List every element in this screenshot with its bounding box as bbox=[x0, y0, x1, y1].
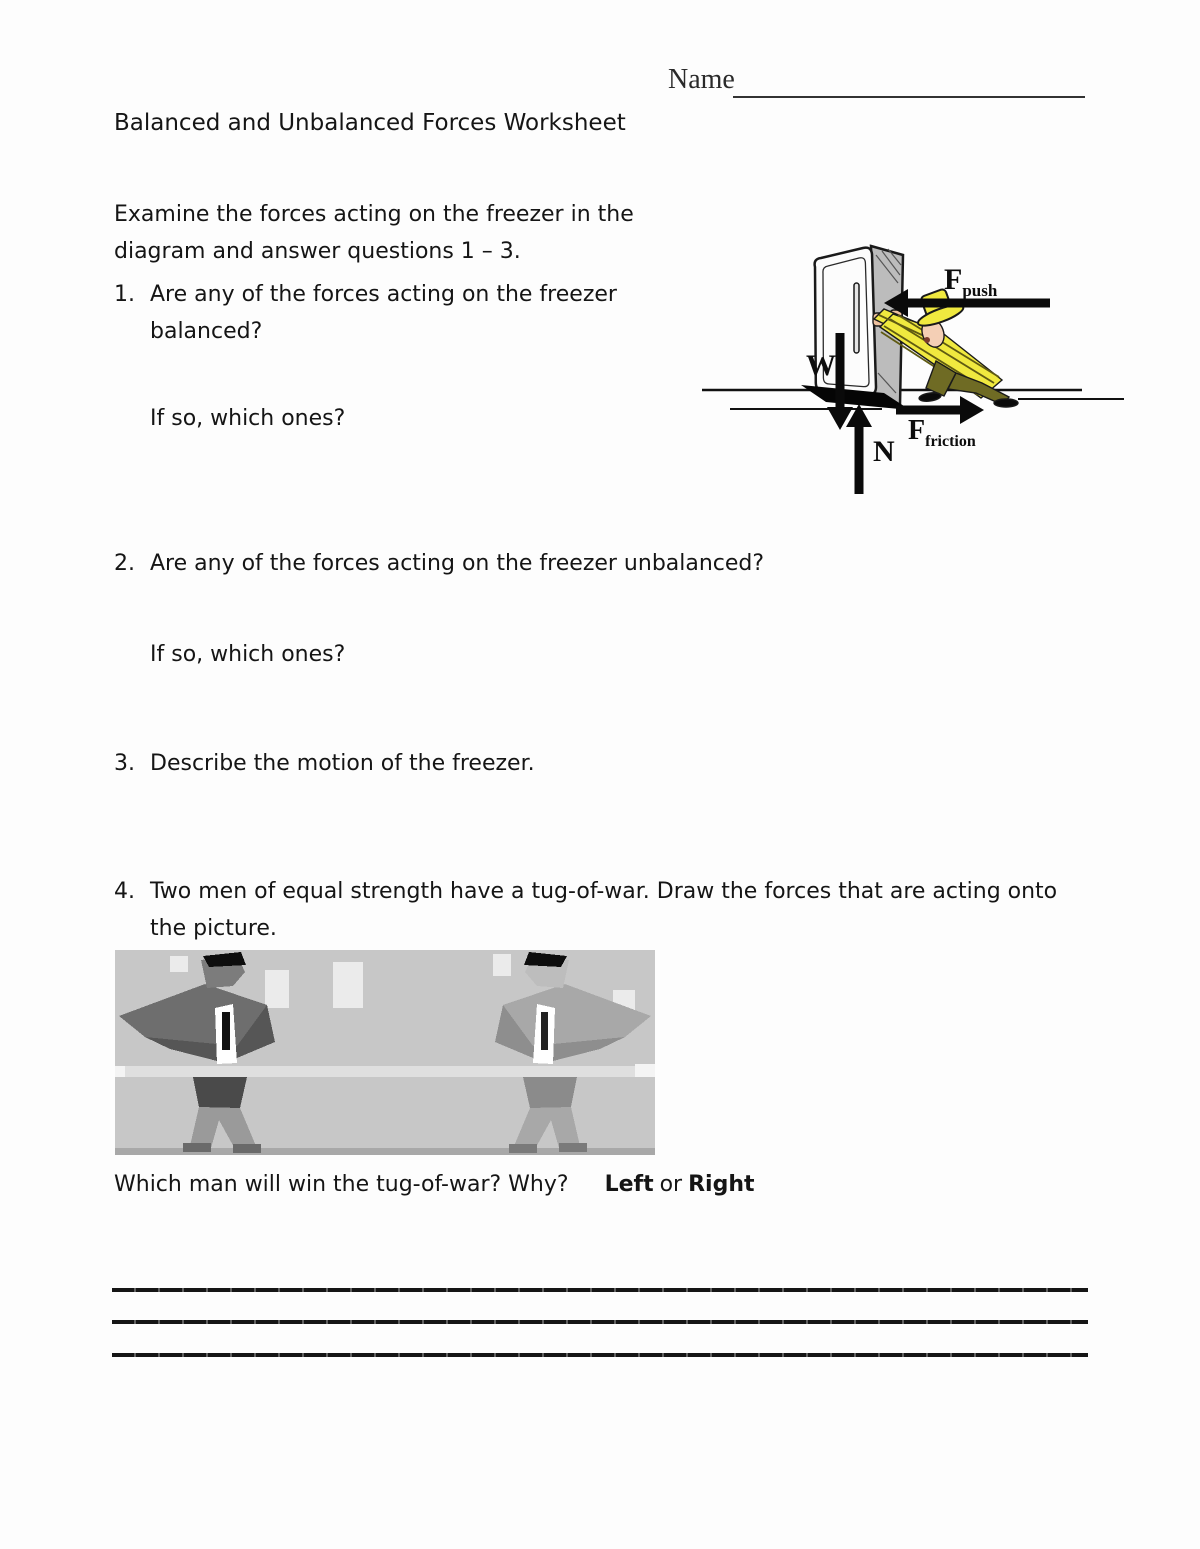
man-shoe-rear bbox=[994, 399, 1018, 407]
question-3 bbox=[114, 745, 1014, 782]
question-1-line-1: Are any of the forces acting on the freezer bbox=[150, 282, 617, 307]
question-1 bbox=[114, 276, 734, 350]
question-3-text: Describe the motion of the freezer. bbox=[150, 751, 535, 776]
intro-paragraph bbox=[114, 196, 634, 270]
freezer-force-diagram bbox=[698, 233, 1140, 505]
question-4-number: 4. bbox=[114, 879, 135, 904]
rope bbox=[115, 1066, 655, 1077]
man-shoe-front bbox=[919, 392, 942, 403]
normal-arrow bbox=[846, 404, 872, 494]
final-question-text: Which man will win the tug-of-war? Why? bbox=[114, 1172, 569, 1197]
question-2-followup: If so, which ones? bbox=[150, 642, 346, 667]
question-3-number: 3. bbox=[114, 751, 135, 776]
intro-line-2: diagram and answer questions 1 – 3. bbox=[114, 239, 521, 264]
question-2-number: 2. bbox=[114, 551, 135, 576]
page-title: Balanced and Unbalanced Forces Worksheet bbox=[114, 110, 626, 136]
question-1-line-2: balanced? bbox=[150, 319, 263, 344]
man-mouth bbox=[924, 337, 930, 343]
answer-line-3 bbox=[112, 1353, 1088, 1357]
question-4-line-1: Two men of equal strength have a tug-of-war. Draw the forces that are acting onto bbox=[150, 879, 1058, 904]
tug-of-war-image bbox=[115, 950, 655, 1155]
f-push-label: $F_{push}$ bbox=[944, 263, 998, 300]
name-fill-in-line bbox=[733, 60, 1085, 98]
option-right: Right bbox=[688, 1172, 755, 1197]
intro-line-1: Examine the forces acting on the freezer in the bbox=[114, 202, 634, 227]
weight-label: W bbox=[806, 349, 836, 382]
question-2-text: Are any of the forces acting on the freezer unbalanced? bbox=[150, 551, 765, 576]
question-1-followup: If so, which ones? bbox=[150, 406, 346, 431]
question-4 bbox=[114, 873, 1114, 947]
answer-line-1 bbox=[112, 1288, 1088, 1292]
option-connector: or bbox=[659, 1172, 683, 1197]
question-4-line-2: the picture. bbox=[150, 916, 277, 941]
f-friction-label: $F_{friction}$ bbox=[908, 415, 976, 450]
final-question bbox=[114, 1172, 755, 1197]
question-2 bbox=[114, 545, 1014, 582]
freezer-handle bbox=[854, 283, 859, 353]
name-label: Name bbox=[668, 64, 735, 95]
normal-label: N bbox=[873, 435, 895, 468]
option-left: Left bbox=[604, 1172, 654, 1197]
question-1-number: 1. bbox=[114, 282, 135, 307]
answer-line-2 bbox=[112, 1320, 1088, 1324]
